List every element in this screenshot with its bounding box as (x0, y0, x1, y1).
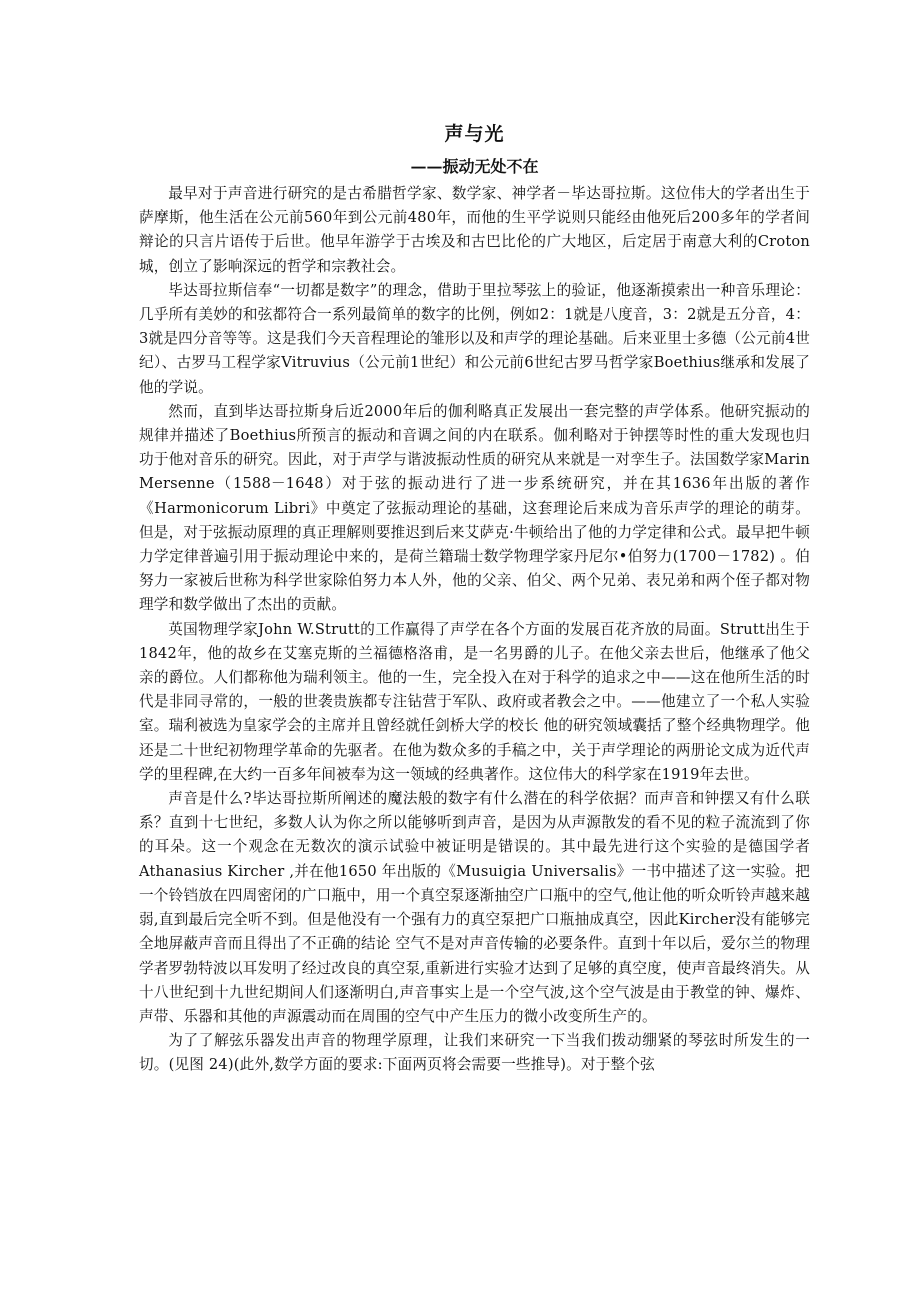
paragraph-pythagoras-intro: 最早对于声音进行研究的是古希腊哲学家、数学家、神学者－毕达哥拉斯。这位伟大的学者出生于萨摩斯，他生活在公元前560年到公元前480年，而他的生平学说则只能经由他死后200多年的学者间辩论的只言片语传于后世。他早年游学于古埃及和古巴比伦的广大地区，后定居于南意大利的Croton城，创立了影响深远的哲学和宗教社会。 (139, 185, 810, 275)
paragraph-what-is-sound: 声音是什么?毕达哥拉斯所阐述的魔法般的数字有什么潜在的科学依据？而声音和钟摆又有什么联系？直到十七世纪，多数人认为你之所以能够听到声音，是因为从声源散发的看不见的粒子流流到了你的耳朵。这一个观念在无数次的演示试验中被证明是错误的。其中最先进行这个实验的是德国学者 Athanasius Kircher ,并在他1650 年出版的《Musuigia Universalis》一书中描述了这一实验。把一个铃铛放在四周密闭的广口瓶中，用一个真空泵逐渐抽空广口瓶中的空气,他让他的听众听铃声越来越弱,直到最后完全听不到。但是他没有一个强有力的真空泵把广口瓶抽成真空，因此Kircher没有能够完全地屏蔽声音而且得出了不正确的结论 空气不是对声音传输的必要条件。直到十年以后，爱尔兰的物理学者罗勃特波以耳发明了经过改良的真空泵,重新进行实验才达到了足够的真空度，使声音最终消失。从十八世纪到十九世纪期间人们逐渐明白,声音事实上是一个空气波,这个空气波是由于教堂的钟、爆炸、声带、乐器和其他的声源震动而在周围的空气中产生压力的微小改变所生产的。 (139, 790, 810, 1025)
paragraph-strutt: 英国物理学家John W.Strutt的工作赢得了声学在各个方面的发展百花齐放的局面。Strutt出生于1842年，他的故乡在艾塞克斯的兰福德格洛甫，是一名男爵的儿子。在他父亲去世后，他继承了他父亲的爵位。人们都称他为瑞利领主。他的一生，完全投入在对于科学的追求之中——这在他所生活的时代是非同寻常的，一般的世袭贵族都专注钻营于军队、政府或者教会之中。——他建立了一个私人实验室。瑞利被选为皇家学会的主席并且曾经就任剑桥大学的校长 他的研究领域囊括了整个经典物理学。他还是二十世纪初物理学革命的先驱者。在他为数众多的手稿之中，关于声学理论的两册论文成为近代声学的里程碑,在大约一百多年间被奉为这一领域的经典著作。这位伟大的科学家在1919年去世。 (139, 620, 810, 783)
document-subtitle: ——振动无处不在 (410, 157, 539, 176)
paragraph-number-theory: 毕达哥拉斯信奉“一切都是数字”的理念，借助于里拉琴弦上的验证，他逐渐摸索出一种音乐理论：几乎所有美妙的和弦都符合一系列最简单的数字的比例，例如2：1就是八度音，3：2就是五分音，4：3就是四分音等等。这是我们今天音程理论的雏形以及和声学的理论基础。后来亚里士多德（公元前4世纪）、古罗马工程学家Vitruvius（公元前1世纪）和公元前6世纪古罗马哲学家Boethius继承和发展了他的学说。 (139, 281, 810, 396)
paragraph-string-instrument: 为了了解弦乐器发出声音的物理学原理，让我们来研究一下当我们拨动绷紧的琴弦时所发生的一切。(见图 24)(此外,数学方面的要求:下面两页将会需要一些推导)。对于整个弦 (139, 1032, 810, 1074)
paragraph-galileo: 然而，直到毕达哥拉斯身后近2000年后的伽利略真正发展出一套完整的声学体系。他研究振动的规律并描述了Boethius所预言的振动和音调之间的内在联系。伽利略对于钟摆等时性的重大发现也归功于他对音乐的研究。因此，对于声学与谐波振动性质的研究从来就是一对孪生子。法国数学家Marin Mersenne（1588－1648）对于弦的振动进行了进一步系统研究，并在其1636年出版的著作《Harmonicorum Libri》中奠定了弦振动理论的基础，这套理论后来成为音乐声学的理论的萌芽。但是，对于弦振动原理的真正理解则要推迟到后来艾萨克·牛顿给出了他的力学定律和公式。最早把牛顿力学定律普遍引用于振动理论中来的，是荷兰籍瑞士数学物理学家丹尼尔•伯努力(1700－1782) 。伯努力一家被后世称为科学世家除伯努力本人外，他的父亲、伯父、两个兄弟、表兄弟和两个侄子都对物理学和数学做出了杰出的贡献。 (139, 402, 810, 614)
document-title: 声与光 (444, 123, 505, 145)
